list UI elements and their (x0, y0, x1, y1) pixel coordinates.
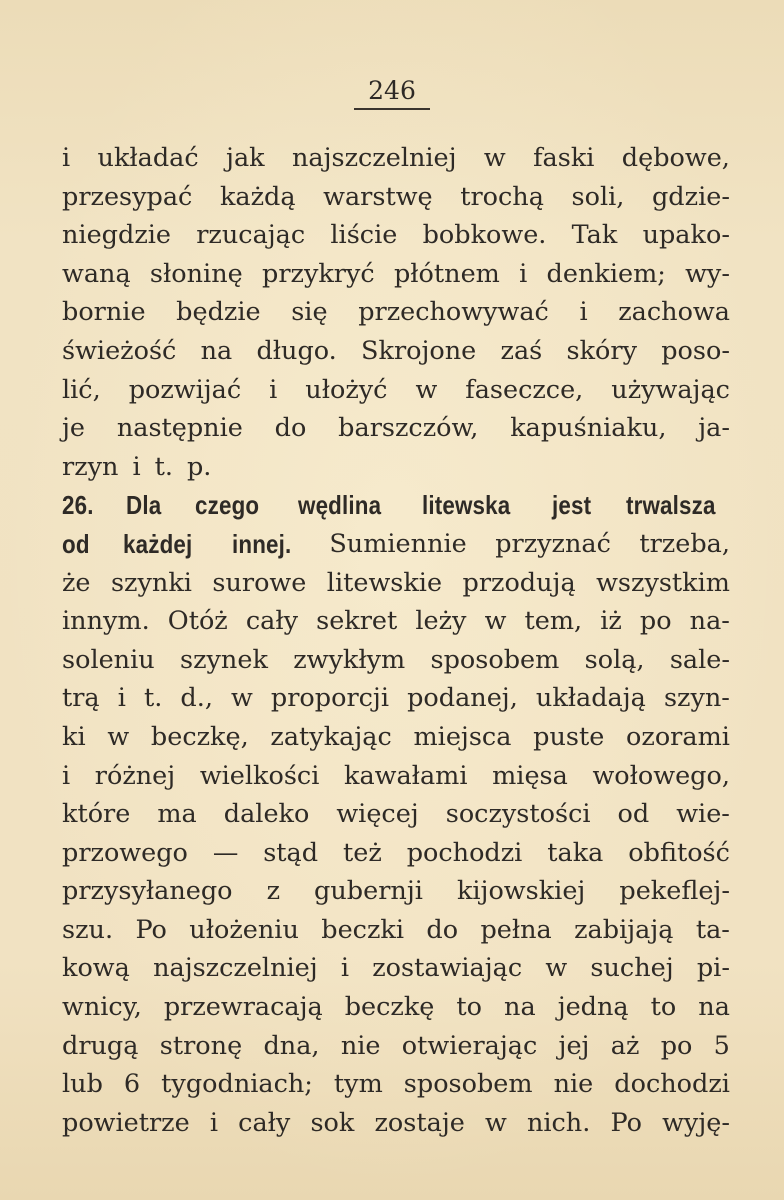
word: przowego (62, 837, 188, 868)
word: Po (135, 914, 167, 945)
text-line (62, 679, 730, 718)
word: gubernji (314, 876, 423, 907)
heading-word: jest (552, 490, 592, 521)
word: denkiem; (546, 258, 666, 289)
word: też (343, 837, 382, 868)
text-line (62, 911, 730, 950)
word: rzucając (196, 220, 306, 251)
word: po (660, 1030, 693, 1061)
text-line (62, 757, 730, 796)
word: w (107, 721, 130, 752)
word: beczkę (344, 992, 435, 1023)
heading-word: czego (195, 490, 260, 521)
word: i (132, 451, 141, 482)
word: na (698, 992, 730, 1023)
word: rzyn (62, 451, 119, 482)
section-heading-line (62, 486, 730, 525)
word: t. (154, 451, 173, 482)
word: nie (340, 1030, 381, 1061)
heading-word: od (62, 528, 90, 559)
word: bobkowe. (422, 220, 547, 251)
text-line (62, 834, 730, 873)
text-line (62, 332, 730, 371)
word: drugą (62, 1030, 139, 1061)
word: ułożeniu (189, 914, 299, 945)
word: poso- (661, 335, 730, 366)
word: puste (533, 721, 605, 752)
word: ułożyć (305, 374, 388, 405)
word: stąd (263, 837, 319, 868)
text-line (62, 255, 730, 294)
word: upako- (642, 220, 730, 251)
word: tygodniach; (161, 1069, 313, 1100)
word: pochodzi (406, 837, 523, 868)
word: do (274, 413, 307, 444)
word: suchej (590, 953, 674, 984)
word: i (117, 683, 126, 714)
text-line (62, 448, 730, 487)
word: płótnem (393, 258, 500, 289)
word: d., (180, 683, 213, 714)
word: z (266, 876, 280, 907)
word: wielkości (199, 760, 320, 791)
word: w (415, 374, 438, 405)
heading-word: Dla (126, 490, 162, 521)
word: jedną (557, 992, 629, 1023)
word: układać (97, 143, 199, 173)
word: liście (330, 220, 398, 251)
word: ta- (695, 914, 730, 945)
word: sposobem (430, 644, 560, 675)
word: i (269, 374, 278, 405)
word: będzie (176, 297, 261, 328)
text-line (62, 795, 730, 834)
heading-word: innej. (231, 528, 292, 559)
word: niegdzie (62, 220, 171, 251)
word: ja- (698, 413, 730, 444)
text-line (62, 371, 730, 410)
word: po (639, 606, 672, 637)
heading-word: 26. (62, 490, 94, 521)
word: gdzie- (651, 181, 730, 212)
word: że (62, 567, 91, 598)
word: i (579, 297, 588, 328)
word: mięsa (492, 760, 568, 791)
word: na- (689, 606, 730, 637)
word: otwierając (401, 1030, 538, 1061)
word: surowe (212, 567, 307, 598)
word: waną (62, 258, 131, 289)
word: się (291, 297, 328, 328)
word: długo. (256, 335, 337, 366)
word: i (340, 953, 350, 984)
word: w (483, 143, 506, 173)
heading-word: litewska (422, 490, 511, 521)
word: wyję- (662, 1107, 730, 1138)
word: aż (610, 1030, 640, 1061)
word: Po (610, 1107, 642, 1138)
word: zachowa (618, 297, 730, 328)
word: zwykłym (293, 644, 406, 675)
word: Tak (571, 220, 618, 251)
word: układają (535, 683, 646, 714)
word: słoninę (149, 258, 243, 289)
word: skóry (566, 335, 637, 366)
word: najszczelniej (291, 143, 457, 173)
text-line (62, 949, 730, 988)
word: sekret (316, 606, 398, 637)
word: leży (415, 606, 467, 637)
word: wnicy, (62, 992, 142, 1023)
text-line (62, 139, 730, 178)
text-line (62, 293, 730, 332)
word: przykryć (262, 258, 375, 289)
word: trzeba, (639, 528, 730, 559)
word: stronę (159, 1030, 243, 1061)
word: przysyłanego (62, 876, 233, 907)
text-line (62, 641, 730, 680)
word: od (617, 799, 650, 830)
word: szu. (62, 914, 114, 945)
word: przesypać (62, 181, 193, 212)
word: 5 (713, 1030, 730, 1061)
page-header (0, 76, 784, 110)
word: litewskie (326, 567, 443, 598)
word: barszczów, (338, 413, 479, 444)
word: pełna (480, 914, 552, 945)
text-line (62, 1104, 730, 1143)
text-line (62, 1065, 730, 1104)
text-line (62, 872, 730, 911)
word: w (484, 1107, 507, 1138)
text-line (62, 988, 730, 1027)
word: ma (157, 799, 197, 830)
text-line (62, 602, 730, 641)
word: beczki (321, 914, 404, 945)
word: wołowego, (592, 760, 730, 791)
word: faski (533, 143, 595, 173)
word: proporcji (270, 683, 389, 714)
heading-word: trwalsza (625, 490, 716, 521)
word: bornie (62, 297, 146, 328)
word: kawałami (344, 760, 468, 791)
text-line (62, 178, 730, 217)
word: do (426, 914, 459, 945)
word: lub (62, 1069, 103, 1100)
word: przewracają (163, 992, 323, 1023)
word: pozwijać (128, 374, 242, 405)
word: zaś (500, 335, 543, 366)
word: trochą (460, 181, 544, 212)
word: ki (62, 721, 86, 752)
body-text (62, 139, 730, 1142)
word: Skrojone (361, 335, 477, 366)
word: ozorami (626, 721, 730, 752)
word: zostaje (374, 1107, 465, 1138)
word: powietrze (62, 1107, 190, 1138)
word: wy- (685, 258, 730, 289)
word: i (62, 760, 71, 791)
word: zostawiając (372, 953, 523, 984)
word: iż (600, 606, 622, 637)
word: kową (62, 953, 130, 984)
page-number: 246 (354, 76, 430, 110)
word: najszczelniej (153, 953, 318, 984)
word: solą, (584, 644, 645, 675)
word: w (231, 683, 253, 714)
word: i (62, 143, 71, 173)
section-heading-line (62, 525, 730, 564)
heading-word: każdej (122, 528, 193, 559)
word: tem, (524, 606, 583, 637)
word: soczystości (445, 799, 591, 830)
word: wie- (676, 799, 730, 830)
word: szynki (110, 567, 192, 598)
word: je (62, 413, 85, 444)
word: następnie (116, 413, 243, 444)
heading-word: wędlina (297, 490, 381, 521)
word: warstwę (323, 181, 433, 212)
text-line (62, 718, 730, 757)
word: faseczce, (465, 374, 584, 405)
word: lić, (62, 374, 101, 405)
word: sale- (669, 644, 730, 675)
word: jak (226, 143, 265, 173)
word: używając (611, 374, 730, 405)
word: szyn- (663, 683, 730, 714)
word: w (545, 953, 568, 984)
word: każdą (219, 181, 296, 212)
word: w (484, 606, 507, 637)
word: przechowywać (358, 297, 549, 328)
word: pekeflej- (619, 876, 730, 907)
word: to (650, 992, 677, 1023)
word: soleniu (62, 644, 155, 675)
word: to (456, 992, 483, 1023)
word: jej (558, 1030, 590, 1061)
word: i (209, 1107, 219, 1138)
word: dna, (263, 1030, 320, 1061)
word: kijowskiej (456, 876, 586, 907)
word: przyznać (495, 528, 611, 559)
word: Otóż (167, 606, 228, 637)
word: różnej (94, 760, 176, 791)
word: szynek (180, 644, 268, 675)
word: podanej, (407, 683, 518, 714)
word: wszystkim (596, 567, 730, 598)
word: więcej (336, 799, 419, 830)
word: dochodzi (614, 1069, 730, 1100)
word: beczkę, (150, 721, 249, 752)
word: t. (143, 683, 163, 714)
word: kapuśniaku, (510, 413, 667, 444)
word: — (212, 837, 239, 868)
word: które (62, 799, 131, 830)
word: daleko (223, 799, 310, 830)
word: na (504, 992, 536, 1023)
word: soli, (571, 181, 625, 212)
word: obfitość (628, 837, 730, 868)
word: sposobem (403, 1069, 533, 1100)
text-line (62, 1027, 730, 1066)
word: pi- (696, 953, 730, 984)
word: p. (186, 451, 212, 482)
text-line (62, 409, 730, 448)
word: taka (547, 837, 604, 868)
word: cały (238, 1107, 291, 1138)
word: trą (62, 683, 100, 714)
text-line (62, 564, 730, 603)
word: Sumiennie (329, 528, 467, 559)
word: 6 (123, 1069, 141, 1100)
word: świeżość (62, 335, 177, 366)
word: przodują (462, 567, 576, 598)
word: tym (333, 1069, 383, 1100)
word: zabijają (574, 914, 674, 945)
word: na (200, 335, 233, 366)
word: sok (310, 1107, 355, 1138)
word: nie (553, 1069, 594, 1100)
word: cały (245, 606, 299, 637)
word: innym. (62, 606, 150, 637)
word: zatykając (270, 721, 392, 752)
word: nich. (526, 1107, 591, 1138)
text-line (62, 216, 730, 255)
word: miejsca (413, 721, 512, 752)
word: i (519, 258, 528, 289)
word: dębowe, (621, 143, 730, 173)
